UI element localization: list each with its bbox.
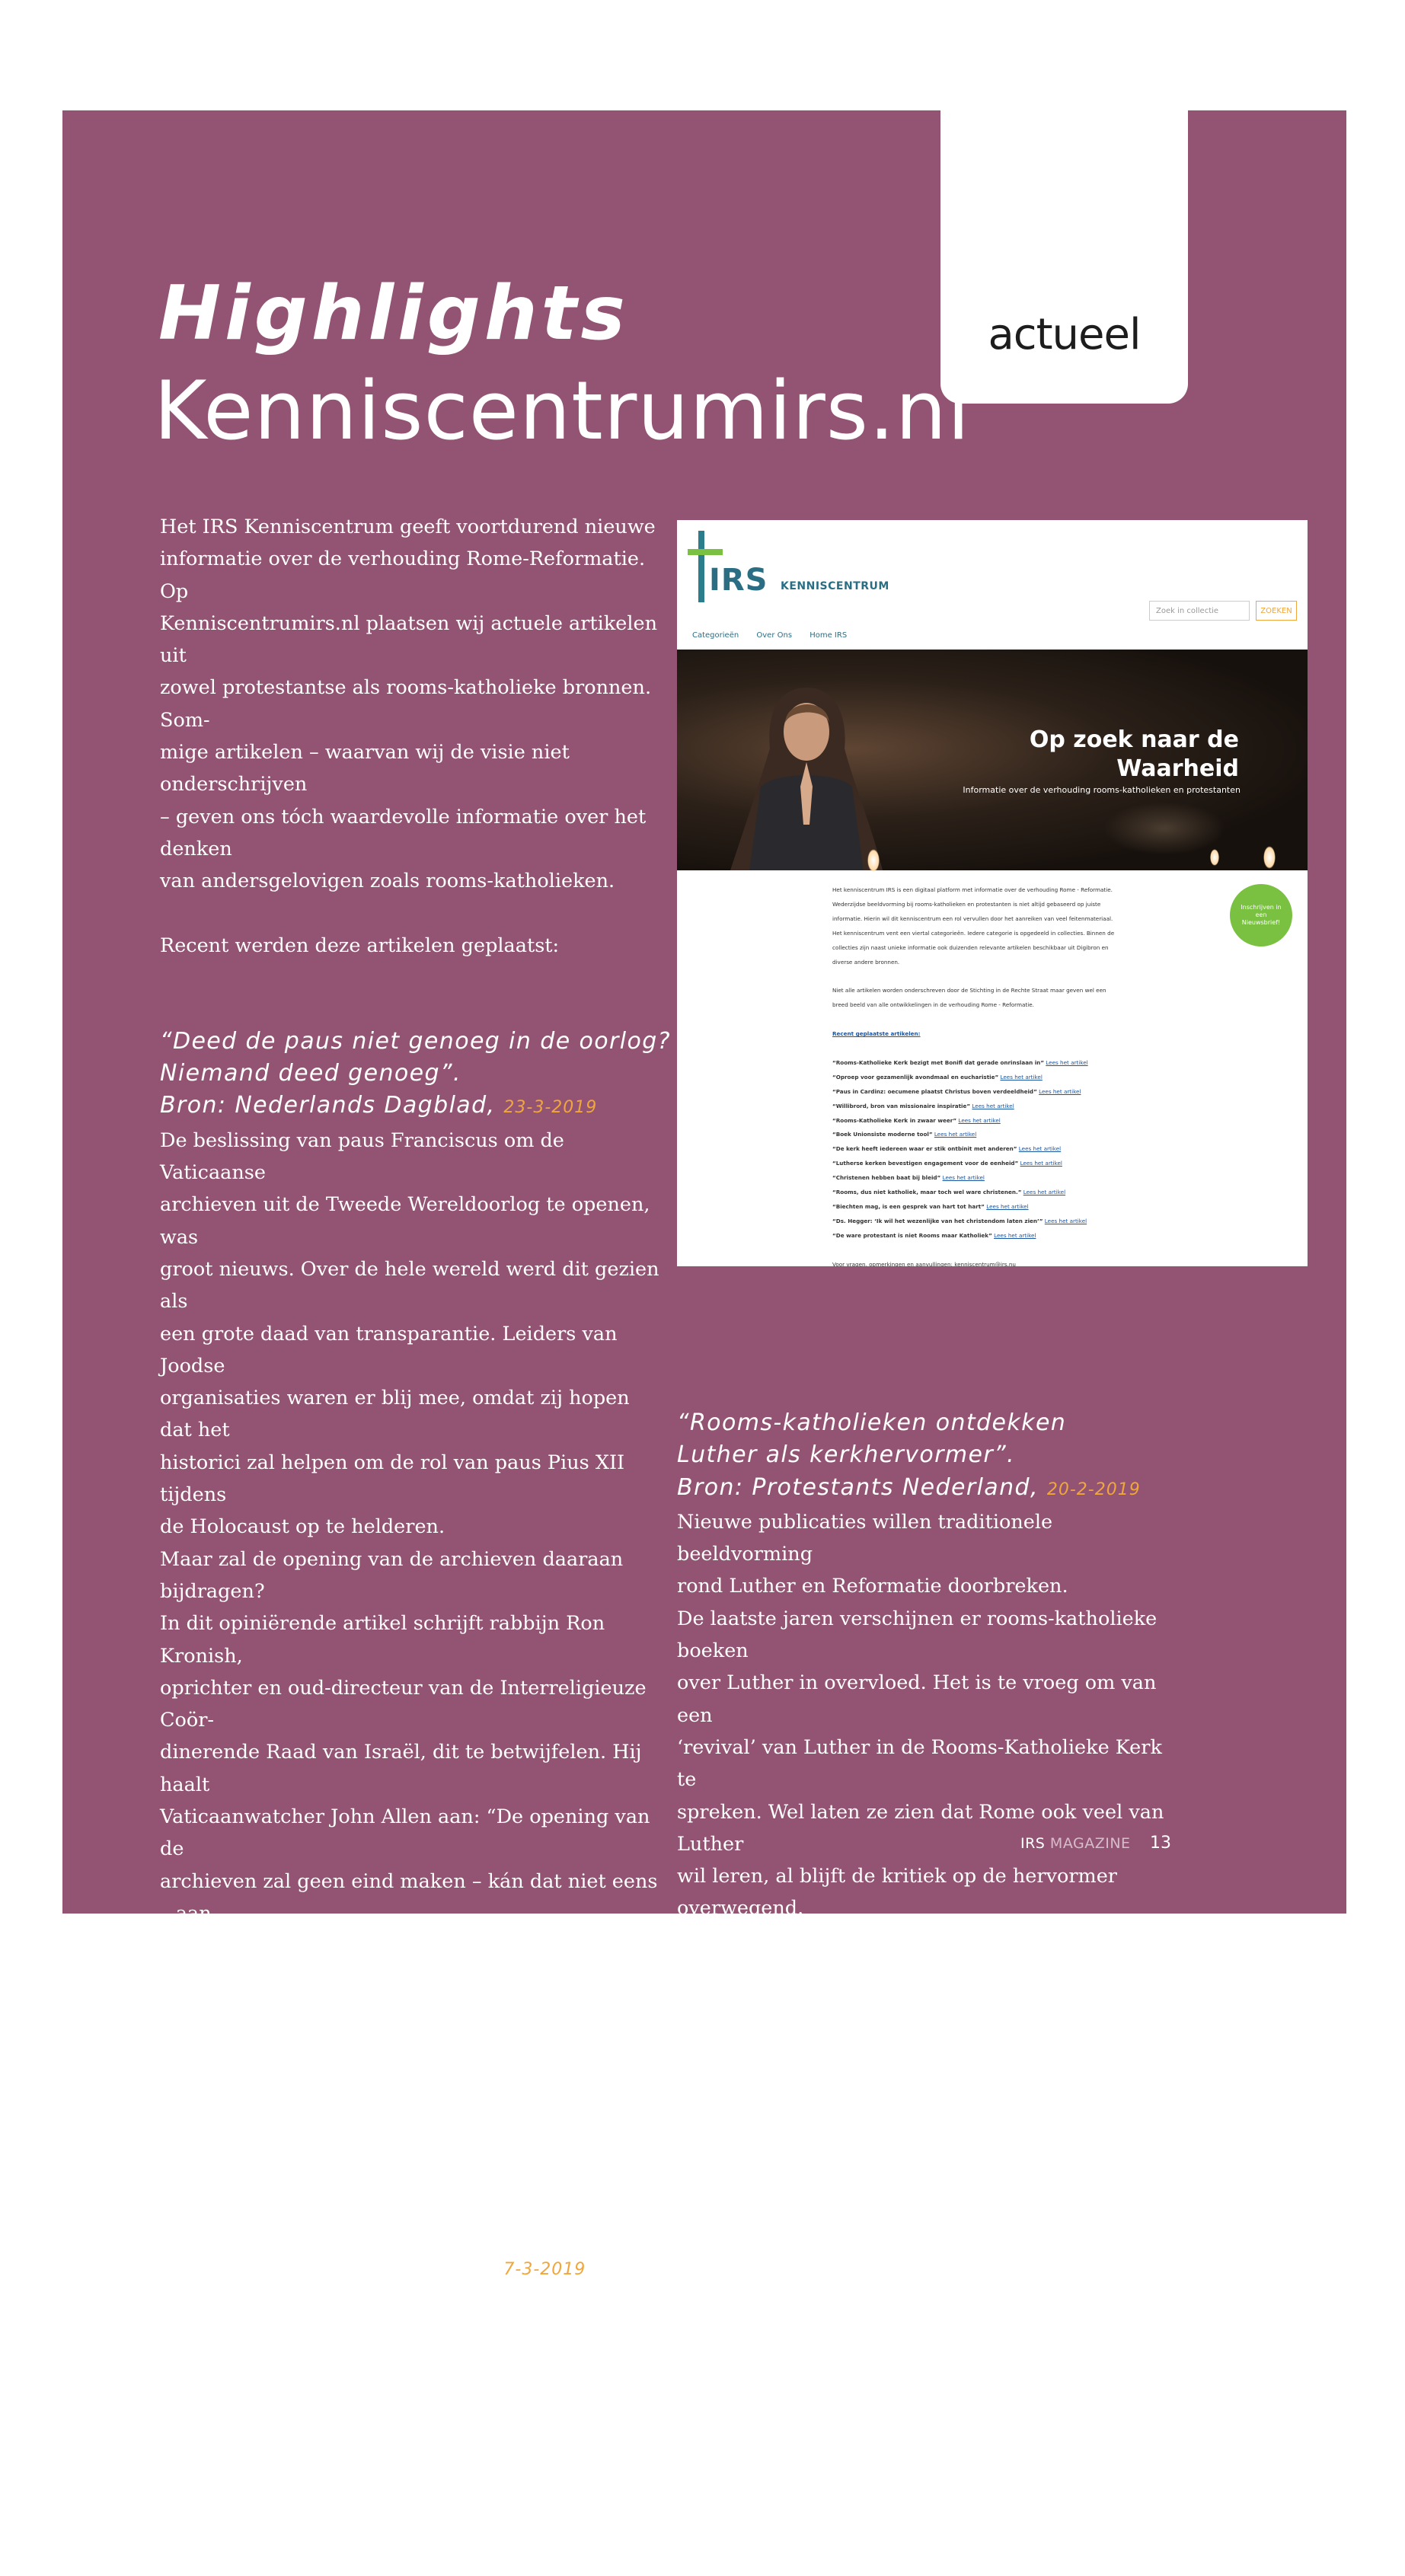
site-text-line: diverse andere bronnen. [832,958,900,966]
nav-home-irs[interactable]: Home IRS [809,631,848,640]
site-article-title: “De kerk heeft iedereen waar er stik ontbinit met anderen” [832,1145,1017,1153]
article-headline: het eerst sinds 2010 weer minder priesters”. [160,2221,720,2249]
cross-logo-icon [698,531,704,602]
article-body-line: over Luther in overvloed. Het is te vroeg om van een [677,1671,1157,1727]
site-article-item[interactable] [832,1056,1190,1071]
site-contact-line: Voor vragen, opmerkingen en aanvullingen: kenniscentrum@irs.nu [832,1260,1016,1266]
hero-subtitle: Informatie over de verhouding rooms-katholieken en protestanten [963,785,1241,795]
site-article-item[interactable] [832,1142,1190,1157]
article-body-line: archieven uit de Tweede Wereldoorlog te openen, was [160,1193,650,1249]
magazine-footer [1020,1835,1131,1852]
read-article-link[interactable]: Lees het artikel [958,1116,1001,1124]
article-body-line: oprichter en oud-directeur van de Interreligieuze Coör- [160,1676,647,1732]
article-headline: “Rooms-katholieken ontdekken [677,1409,1067,1436]
article-body-line: over feiten gaat, over wat Pius wel of niet heeft gedaan; [160,2063,628,2118]
site-article-item[interactable] [832,1171,1190,1186]
section-tab [940,110,1188,404]
site-article-item[interactable] [832,1128,1190,1142]
praying-woman-illustration [730,672,883,870]
intro-line: Kenniscentrumirs.nl plaatsen wij actuele artikelen uit [160,611,658,668]
site-article-title: “Willibrord, bron van missionaire inspiratie” [832,1102,971,1109]
article-body-line: en seminaristen daarentegen daalde voor het eerst sinds [160,2483,608,2539]
intro-line: – geven ons tóch waardevolle informatie over het denken [160,805,647,860]
article-body-line: het gaat over wat hij had moeten doen.” [160,2127,557,2150]
read-article-link[interactable]: Lees het artikel [1023,1189,1066,1196]
intro-line: informatie over de verhouding Rome-Reformatie. Op [160,547,646,603]
site-text-line: Het kenniscentrum IRS is een digitaal platform met informatie over de verhouding Rome - Reformatie. [832,886,1113,893]
article-headline: “Deed de paus niet genoeg in de oorlog? [160,1027,672,1055]
site-article-title: “Ds. Hegger: ‘Ik wil het wezenlijke van het christendom laten zien’” [832,1217,1043,1224]
article-body-line: een grote daad van transparantie. Leiders van Joodse [160,1322,618,1377]
article-body-line: In dit artikel komen visies van verschillende auteurs aan [677,1929,1113,1985]
page-title-site: Kenniscentrumirs.nl [154,364,971,458]
article-body-line: tijdens de Holocaust. Want dit is een discussie die niet [160,1998,653,2054]
article-body-line: In dit opiniërende artikel schrijft rabbijn Ron Kronish, [160,1612,605,1668]
article-body-line: wil leren, al blijft de kritiek op de hervormer overwegend. [677,1865,1117,1920]
site-nav [692,631,862,640]
article-source [160,1090,663,1124]
article-body-line: Vaticaanwatcher John Allen aan: “De opening van de [160,1805,650,1861]
article-body-line: Volgens in het Vaticaan gepubliceerde cijfers over het jaar [160,2290,654,2346]
article-body-line: rond Luther en Reformatie doorbreken. [677,1575,1068,1598]
hero-title-line: Waarheid [1116,755,1239,782]
read-article-link[interactable]: Lees het artikel [1046,1058,1088,1066]
site-article-item[interactable] [832,1186,1190,1200]
hero-glow [1103,802,1225,855]
source-name: Bron: Protestants Nederland, [677,1473,1039,1501]
article-body-line: dinerende Raad van Israël, dit te betwijfelen. Hij haalt [160,1741,642,1796]
hero-title [1030,726,1239,784]
article-body-line: spreken. Wel laten ze zien dat Rome ook veel van Luther [677,1800,1164,1856]
nav-over-ons[interactable]: Over Ons [756,631,793,640]
read-article-link[interactable]: Lees het artikel [1044,1217,1087,1224]
site-article-item[interactable] [832,1085,1190,1100]
article-body-line: organisaties waren er blij mee, omdat zij hopen dat het [160,1387,630,1442]
magazine-brand: IRS [1020,1835,1046,1852]
site-article-item[interactable] [832,1100,1190,1114]
article-body-line: De laatste jaren verschijnen er rooms-katholieke boeken [677,1607,1158,1663]
site-article-title: “Christenen hebben baat bij bleid” [832,1174,941,1182]
recent-label: Recent werden deze artikelen geplaatst: [160,934,560,957]
article-headline: “Wereldwijd meer katholieken, maar voor [160,2189,680,2217]
site-body-text [832,883,1190,1266]
article-body-line: tien jaar. [160,2548,247,2571]
article-date: 7-3-2019 [503,2259,586,2279]
nav-categorieen[interactable]: Categorieën [692,631,739,640]
candle-light [1263,846,1276,869]
right-column [677,1407,1180,2022]
recent-articles-heading: Recent geplaatste artikelen: [832,1030,921,1038]
intro-text [160,511,663,898]
article-source [160,2252,663,2286]
site-text-line: collecties zijn naast unieke informatie ook duizenden relevante artikelen beschikbaar uit Digibron en [832,943,1109,951]
article-body-line: de orde. [677,1993,758,2017]
intro-line: mige artikelen – waarvan wij de visie niet onderschrijven [160,741,570,796]
site-article-item[interactable] [832,1114,1190,1128]
article-2 [160,2187,720,2576]
site-article-title: “Boek Unionsiste moderne tool” [832,1131,933,1138]
article-body-line: groot nieuws. Over de hele wereld werd dit gezien als [160,1257,659,1314]
newsletter-badge[interactable]: Inschrijven in een Nieuwsbrief! [1230,884,1292,946]
site-article-title: “Rooms, dus niet katholiek, maar toch wel ware christenen.” [832,1189,1022,1196]
search-button[interactable]: ZOEKEN [1256,601,1297,621]
article-body-line: de controverse over Pius XII en zijn vermeende zwijgen [160,1934,627,1990]
article-body-line: historici zal helpen om de rol van paus Pius XII tijdens [160,1451,625,1507]
search-input[interactable]: Zoek in collectie [1149,601,1250,621]
read-article-link[interactable]: Lees het artikel [1018,1145,1062,1153]
site-article-title: “Rooms-Katholieke Kerk bezigt met Bonifi dat gerade onrinslaan in” [832,1058,1044,1066]
read-article-link[interactable]: Lees het artikel [934,1131,977,1138]
intro-line: van andersgelovigen zoals rooms-katholieken. [160,870,615,893]
site-article-title: “De ware protestant is niet Rooms maar Katholiek” [832,1231,992,1239]
site-article-title: “Rooms-Katholieke Kerk in zwaar weer” [832,1116,957,1124]
site-text-line: informatie. Hierin wil dit kenniscentrum een rol vervullen door het aanreiken van veel feitenmateriaal. [832,915,1113,922]
site-text-line [832,1042,1190,1056]
page-title-highlights: Highlights [158,270,629,357]
site-article-item[interactable] [832,1157,1190,1171]
read-article-link[interactable]: Lees het artikel [1039,1087,1081,1095]
article-source [677,1472,1180,1506]
site-article-title: “Oproep voor gezamenlijk avondmaal en eucharistie” [832,1073,999,1081]
site-text-line: Wederzijdse beeldvorming bij rooms-katholieken en protestanten is niet altijd gebaseerd op juiste [832,900,1101,908]
read-article-link[interactable]: Lees het artikel [942,1174,985,1182]
candle-light [867,849,880,872]
article-headline: Luther als kerkhervormer”. [677,1441,1015,1469]
hero-title-line: Op zoek naar de [1029,726,1239,753]
article-date: 20-2-2019 [1046,1480,1141,1499]
site-text-line [832,1243,1190,1258]
cross-logo-bar-icon [688,549,723,555]
article-body-line: archieven zal geen eind maken – kán dat niet eens – aan [160,1869,658,1925]
page-number: 13 [1150,1834,1171,1853]
site-article-item[interactable] [832,1229,1190,1243]
site-article-title: “Lutherse kerken bevestigen engagement voor de eenheid” [832,1160,1019,1167]
hero-image [677,650,1308,870]
read-article-link[interactable]: Lees het artikel [986,1202,1029,1210]
intro-line: Het IRS Kenniscentrum geeft voortdurend nieuwe [160,516,656,538]
site-text-line [832,1013,1190,1027]
site-article-title: “Biechten mag, is een gesprek van hart tot hart” [832,1202,985,1210]
article-body-line: de Holocaust op te helderen. [160,1515,445,1539]
article-body-line: Maar zal de opening van de archieven daaraan bijdragen? [160,1547,624,1603]
read-article-link[interactable]: Lees het artikel [994,1231,1036,1239]
article-body-line: De beslissing van paus Franciscus om de Vaticaanse [160,1128,564,1185]
intro-line: zowel protestantse als rooms-katholieke bronnen. Som- [160,676,652,732]
irs-logo: IRS [709,563,768,598]
article-1 [160,1026,672,2155]
read-article-link[interactable]: Lees het artikel [972,1102,1014,1109]
read-article-link[interactable]: Lees het artikel [1000,1073,1043,1081]
site-article-title: “Paus in Cardinz: oecumene plaatst Christus boven verdeeldheid” [832,1087,1037,1095]
website-screenshot [677,520,1308,1266]
article-body-line: 1,1 procent gestegen tot 1,3 miljard. Het aantal priesters [160,2419,632,2475]
site-text-line: Niet alle artikelen worden onderschreven door de Stichting in de Rechte Straat maar geven wel een [832,987,1106,994]
article-body-line: 2017 is het aantal gedoopte katholieken wereldwijd met [160,2354,557,2411]
site-article-item[interactable] [832,1200,1190,1215]
kenniscentrum-logo-text: KENNISCENTRUM [781,580,889,592]
site-text-line: breed beeld van alle ontwikkelingen in de verhouding Rome - Reformatie. [832,1001,1034,1009]
article-body-line: ‘revival’ van Luther in de Rooms-Katholieke Kerk te [677,1735,1162,1792]
article-headline: Niemand deed genoeg”. [160,1060,461,1087]
article-date: 23-3-2019 [503,1098,598,1118]
source-name: Bron: Nederlands Dagblad, [160,2253,496,2281]
candle-light [1210,849,1219,866]
site-article-item[interactable] [832,1071,1190,1085]
section-label: actueel [988,310,1141,359]
site-text-line [832,969,1190,984]
magazine-word: MAGAZINE [1049,1835,1131,1852]
article-3 [677,1407,1180,2022]
site-article-item[interactable] [832,1215,1190,1229]
site-text-line: Het kenniscentrum vent een viertal categorieën. Iedere categorie is opgedeeld in collecties. Binnen de [832,929,1115,937]
read-article-link[interactable]: Lees het artikel [1020,1160,1062,1167]
source-name: Bron: Nederlands Dagblad, [160,1092,496,1119]
article-body-line: Nieuwe publicaties willen traditionele beeldvorming [677,1510,1053,1566]
